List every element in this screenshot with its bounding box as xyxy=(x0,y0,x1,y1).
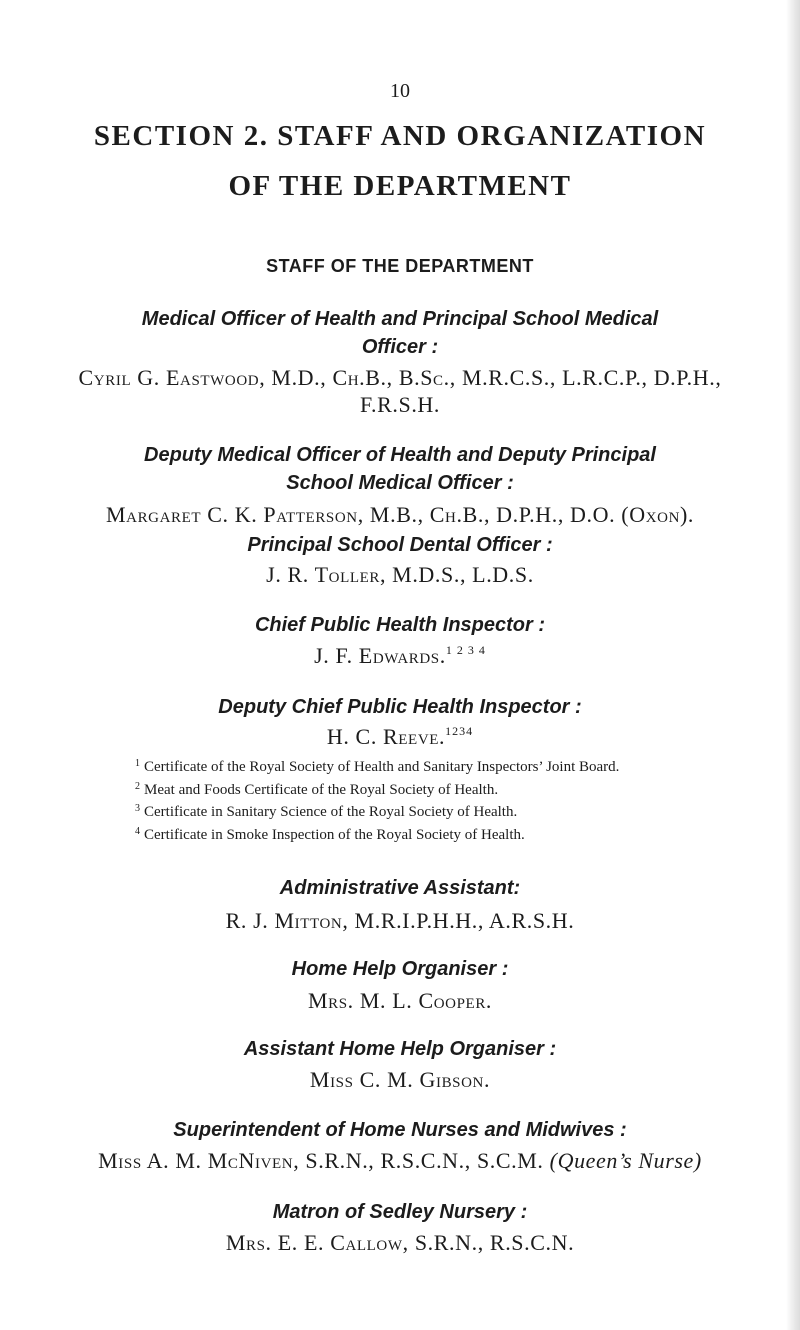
footnote-text: Certificate in Sanitary Science of the Royal Society of Health. xyxy=(144,804,518,820)
chief-phi-line xyxy=(0,643,800,669)
footnote-4 xyxy=(135,826,525,844)
superintendent-role: Superintendent of Home Nurses and Midwives : xyxy=(173,1119,627,1141)
footnote-3 xyxy=(135,803,517,821)
superintendent-line xyxy=(0,1148,800,1174)
deputy-chief-phi-footnote-marks: 1234 xyxy=(445,724,474,738)
chief-phi-role: Chief Public Health Inspector : xyxy=(254,614,546,636)
asst-home-help-role: Assistant Home Help Organiser : xyxy=(243,1038,557,1060)
home-help-role: Home Help Organiser : xyxy=(291,958,509,980)
deputy-chief-phi-line xyxy=(0,724,800,750)
deputy-moh-name: Margaret C. K. Patterson, M.B., Ch.B., D.P.H., D.O. (Oxon). xyxy=(105,502,695,527)
home-help-name: Mrs. M. L. Cooper. xyxy=(307,988,493,1013)
deputy-moh-role-line2: School Medical Officer : xyxy=(286,472,514,494)
dental-officer-role: Principal School Dental Officer : xyxy=(247,534,553,556)
footnote-mark: 4 xyxy=(135,826,140,837)
moh-role-line2: Officer : xyxy=(361,336,439,358)
footnote-text: Meat and Foods Certificate of the Royal Society of Health. xyxy=(144,782,499,798)
matron-name: Mrs. E. E. Callow, S.R.N., R.S.C.N. xyxy=(225,1230,575,1255)
matron-role: Matron of Sedley Nursery : xyxy=(272,1201,528,1223)
dental-officer-name: J. R. Toller, M.D.S., L.D.S. xyxy=(266,562,534,587)
chief-phi-name: J. F. Edwards. xyxy=(314,643,446,668)
moh-name-line1: Cyril G. Eastwood, M.D., Ch.B., B.Sc., M.R.C.S., L.R.C.P., D.P.H., xyxy=(78,365,722,390)
page-number: 10 xyxy=(390,80,410,102)
deputy-moh-role-line1: Deputy Medical Officer of Health and Deputy Principal xyxy=(144,444,656,466)
asst-home-help-name: Miss C. M. Gibson. xyxy=(309,1067,491,1092)
footnote-text: Certificate in Smoke Inspection of the Royal Society of Health. xyxy=(144,827,525,843)
chief-phi-footnote-marks: 1 2 3 4 xyxy=(445,643,486,657)
superintendent-name: Miss A. M. McNiven, S.R.N., R.S.C.N., S.C.M. xyxy=(98,1148,544,1173)
footnote-2 xyxy=(135,781,498,799)
footnote-mark: 1 xyxy=(135,758,140,769)
footnote-text: Certificate of the Royal Society of Health and Sanitary Inspectors’ Joint Board. xyxy=(144,759,620,775)
moh-role-line1: Medical Officer of Health and Principal School Medical xyxy=(141,308,659,330)
footnote-1 xyxy=(135,758,619,776)
section-title-line2: OF THE DEPARTMENT xyxy=(228,170,572,202)
moh-name-line2: F.R.S.H. xyxy=(359,392,441,417)
footnote-mark: 3 xyxy=(135,803,140,814)
section-title-line1: SECTION 2. STAFF AND ORGANIZATION xyxy=(93,120,707,152)
admin-assistant-name: R. J. Mitton, M.R.I.P.H.H., A.R.S.H. xyxy=(225,908,575,933)
staff-heading: STAFF OF THE DEPARTMENT xyxy=(266,256,534,276)
admin-assistant-role: Administrative Assistant: xyxy=(279,877,521,899)
footnote-mark: 2 xyxy=(135,781,140,792)
deputy-chief-phi-role: Deputy Chief Public Health Inspector : xyxy=(218,696,582,718)
queens-nurse-note: (Queen’s Nurse) xyxy=(549,1148,702,1173)
deputy-chief-phi-name: H. C. Reeve. xyxy=(326,724,446,749)
